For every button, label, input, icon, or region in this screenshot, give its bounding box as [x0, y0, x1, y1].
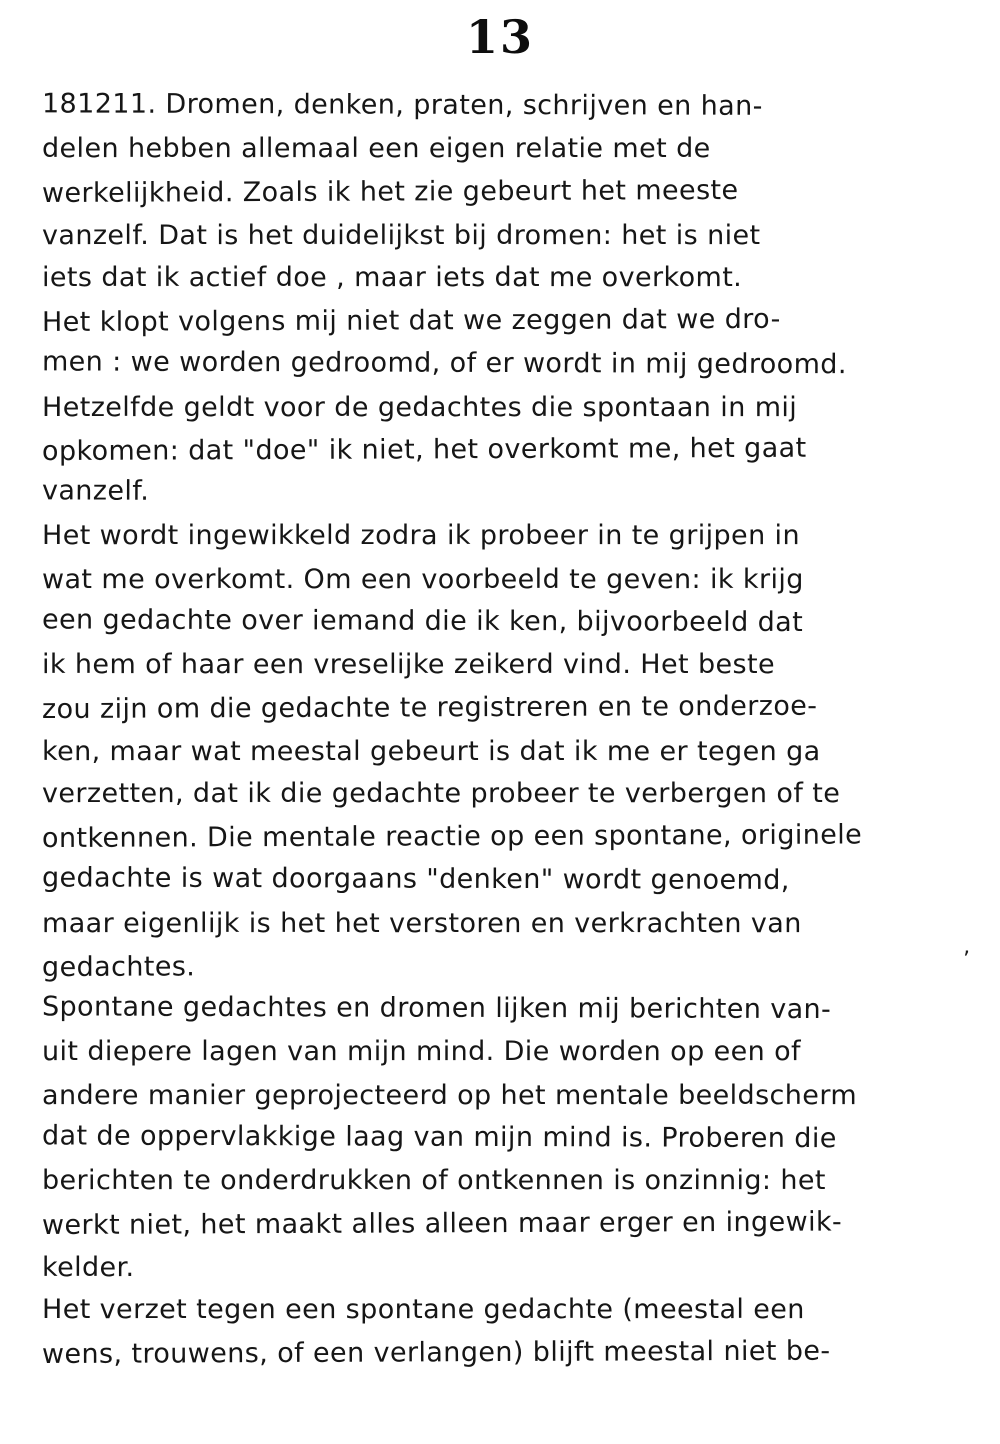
text-line: ken, maar wat meestal gebeurt is dat ik me er tegen ga	[42, 736, 821, 767]
page-number: 13	[465, 10, 534, 64]
stray-ink-mark: ’	[963, 948, 970, 973]
text-line: wat me overkomt. Om een voorbeeld te geven: ik krijg	[42, 564, 804, 595]
text-line: dat de oppervlakkige laag van mijn mind is. Proberen die	[41, 1120, 837, 1155]
text-line: verzetten, dat ik die gedachte probeer te verbergen of te	[42, 778, 841, 809]
text-line: 181211. Dromen, denken, praten, schrijven en han-	[41, 88, 763, 122]
text-line: zou zijn om die gedachte te registreren en te onderzoe-	[41, 690, 818, 726]
text-line: berichten te onderdrukken of ontkennen is onzinnig: het	[42, 1165, 826, 1196]
text-line: kelder.	[42, 1252, 135, 1283]
text-line: werkelijkheid. Zoals ik het zie gebeurt het meeste	[41, 174, 739, 210]
text-line: gedachtes.	[41, 951, 196, 984]
text-line: Spontane gedachtes en dromen lijken mij berichten van-	[41, 991, 832, 1026]
handwritten-text-block	[0, 60, 1000, 1374]
text-line: opkomen: dat "doe" ik niet, het overkomt me, het gaat	[41, 432, 807, 468]
text-line: gedachte is wat doorgaans "denken" wordt genoemd,	[41, 862, 790, 896]
text-line: een gedachte over iemand die ik ken, bijvoorbeeld dat	[41, 604, 804, 639]
text-line: delen hebben allemaal een eigen relatie met de	[42, 133, 711, 164]
text-line: wens, trouwens, of een verlangen) blijft meestal niet be-	[41, 1335, 831, 1371]
text-line: andere manier geprojecteerd op het mentale beeldscherm	[42, 1080, 858, 1111]
text-line: Hetzelfde geldt voor de gedachtes die spontaan in mij	[42, 392, 798, 423]
text-line: vanzelf. Dat is het duidelijkst bij dromen: het is niet	[42, 220, 761, 251]
text-line: Het klopt volgens mij niet dat we zeggen dat we dro-	[41, 303, 781, 339]
text-line: Het verzet tegen een spontane gedachte (meestal een	[42, 1294, 805, 1325]
text-line: ontkennen. Die mentale reactie op een spontane, originele	[41, 819, 863, 855]
text-line: uit diepere lagen van mijn mind. Die worden op een of	[42, 1036, 801, 1067]
text-line: maar eigenlijk is het het verstoren en verkrachten van	[42, 908, 802, 939]
text-line: Het wordt ingewikkeld zodra ik probeer in te grijpen in	[42, 520, 800, 551]
text-line: men : we worden gedroomd, of er wordt in mij gedroomd.	[41, 346, 847, 381]
text-line: iets dat ik actief doe , maar iets dat me overkomt.	[42, 262, 743, 293]
text-line: vanzelf.	[41, 475, 150, 507]
text-line: werkt niet, het maakt alles alleen maar erger en ingewik-	[41, 1206, 843, 1242]
text-line: ik hem of haar een vreselijke zeikerd vind. Het beste	[42, 649, 775, 680]
